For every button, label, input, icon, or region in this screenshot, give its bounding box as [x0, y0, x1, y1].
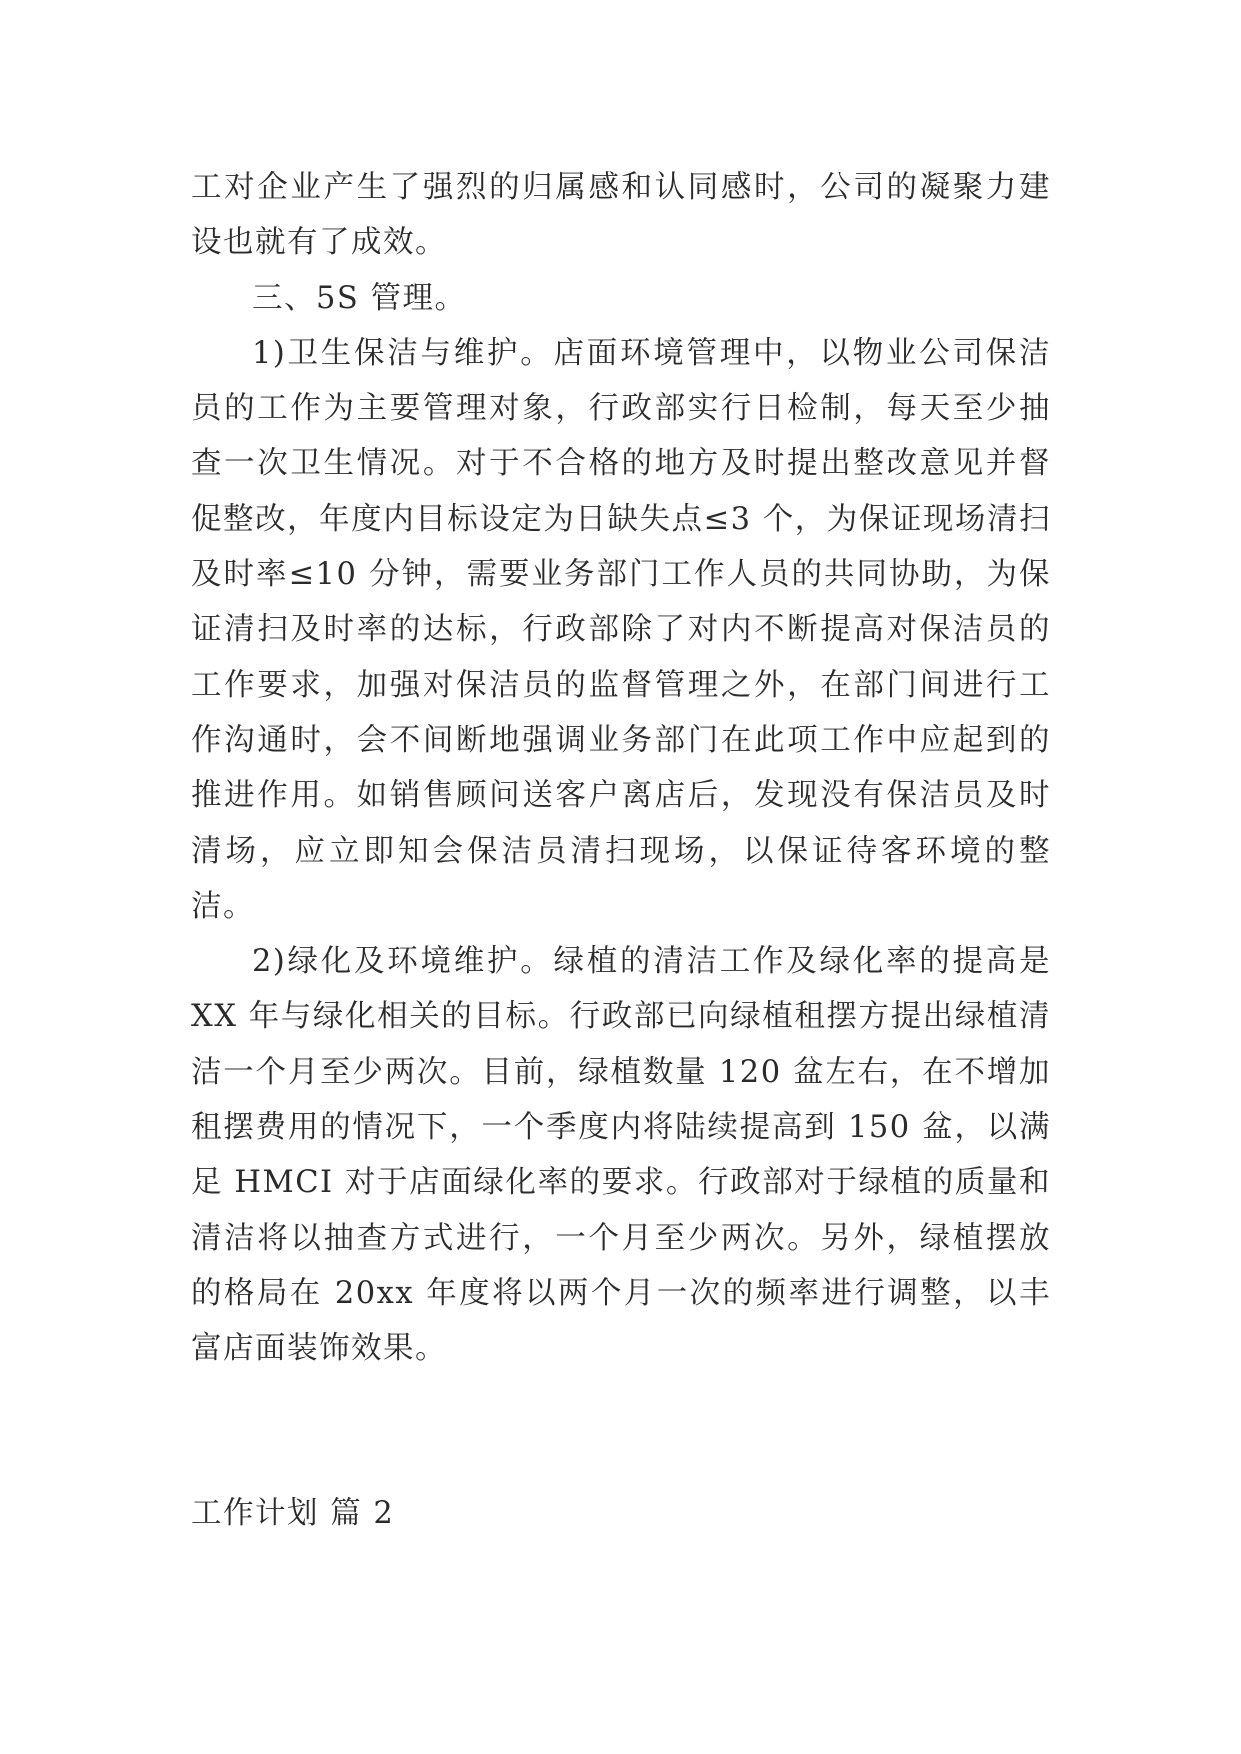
paragraph-section-title-5s: 三、5S 管理。	[252, 280, 467, 316]
paragraph-continuation: 工对企业产生了强烈的归属感和认同感时，公司的凝聚力建设也就有了成效。	[191, 170, 1051, 261]
paragraph-greening-maintenance: 2)绿化及环境维护。绿植的清洁工作及绿化率的提高是XX 年与绿化相关的目标。行政部已向绿植租摆方提出绿植清洁一个月至少两次。目前，绿植数量 120 盆左右，在不增加租摆费用的情况下，一个季度内将陆续提高到 150 盆，以满足 HMCI 对于店面绿化率的要求。行政部对于绿植的质量和清洁将以抽查方式进行，一个月至少两次。另外，绿植摆放的格局在 20xx 年度将以两个月一次的频率进行调整，以丰富店面装饰效果。	[191, 944, 1051, 1367]
section-heading: 工作计划 篇 2	[191, 1496, 395, 1531]
paragraph-cleaning-maintenance: 1)卫生保洁与维护。店面环境管理中，以物业公司保洁员的工作为主要管理对象，行政部实行日检制，每天至少抽查一次卫生情况。对于不合格的地方及时提出整改意见并督促整改，年度内目标设定为日缺失点≤3 个，为保证现场清扫及时率≤10 分钟，需要业务部门工作人员的共同协助，为保证清扫及时率的达标，行政部除了对内不断提高对保洁员的工作要求，加强对保洁员的监督管理之外，在部门间进行工作沟通时，会不间断地强调业务部门在此项工作中应起到的推进作用。如销售顾问送客户离店后，发现没有保洁员及时清场，应立即知会保洁员清扫现场，以保证待客环境的整洁。	[191, 335, 1051, 924]
document-body	[191, 160, 1051, 1377]
